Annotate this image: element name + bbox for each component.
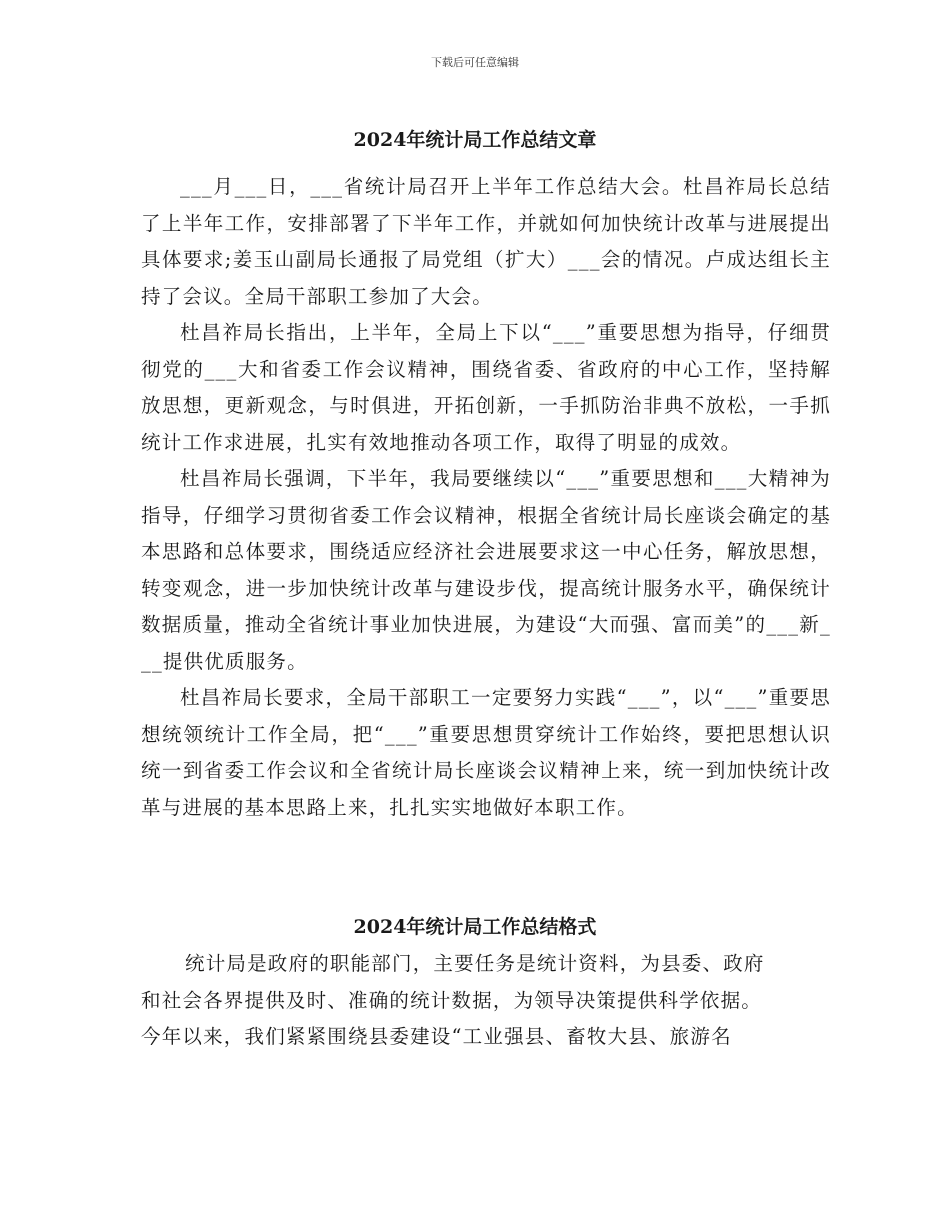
text-line: 和社会各界提供及时、准确的统计数据，为领导决策提供科学依据。: [141, 988, 763, 1012]
paragraph: ___月___日，___省统计局召开上半年工作总结大会。杜昌祚局长总结了上半年工作，安排部署了下半年工作，并就如何加快统计改革与进展提出具体要求;姜玉山副局长通报了局党组（扩大）___会的情况。卢成达组长主持了会议。全局干部职工参加了大会。: [141, 175, 831, 308]
section-title: 2024年统计局工作总结格式: [353, 916, 597, 938]
paragraph: 杜昌祚局长指出，上半年，全局上下以“___”重要思想为指导，仔细贯彻党的___大和省委工作会议精神，围绕省委、省政府的中心工作，坚持解放思想，更新观念，与时俱进，开拓创新，一手抓防治非典不放松，一手抓统计工作求进展，扎实有效地推动各项工作，取得了明显的成效。: [141, 321, 831, 454]
article-body: [141, 169, 831, 826]
article-title: 2024年统计局工作总结文章: [353, 129, 597, 151]
header-note: 下载后可任意编辑: [431, 56, 519, 69]
paragraph: 杜昌祚局长强调，下半年，我局要继续以“___”重要思想和___大精神为指导，仔细学习贯彻省委工作会议精神，根据全省统计局长座谈会确定的基本思路和总体要求，围绕适应经济社会进展要求这一中心任务，解放思想，转变观念，进一步加快统计改革与建设步伐，提高统计服务水平，确保统计数据质量，推动全省统计事业加快进展，为建设“大而强、富而美”的___新___提供优质服务。: [141, 467, 831, 673]
paragraph: 杜昌祚局长要求，全局干部职工一定要努力实践“___”，以“___”重要思想统领统计工作全局，把“___”重要思想贯穿统计工作始终，要把思想认识统一到省委工作会议和全省统计局长座谈会议精神上来，统一到加快统计改革与进展的基本思路上来，扎扎实实地做好本职工作。: [141, 686, 831, 819]
text-line: 统计局是政府的职能部门，主要任务是统计资料，为县委、政府: [185, 952, 765, 975]
section-body: [141, 946, 831, 1056]
text-line: 今年以来，我们紧紧围绕县委建设“工业强县、畜牧大县、旅游名: [141, 1025, 732, 1048]
